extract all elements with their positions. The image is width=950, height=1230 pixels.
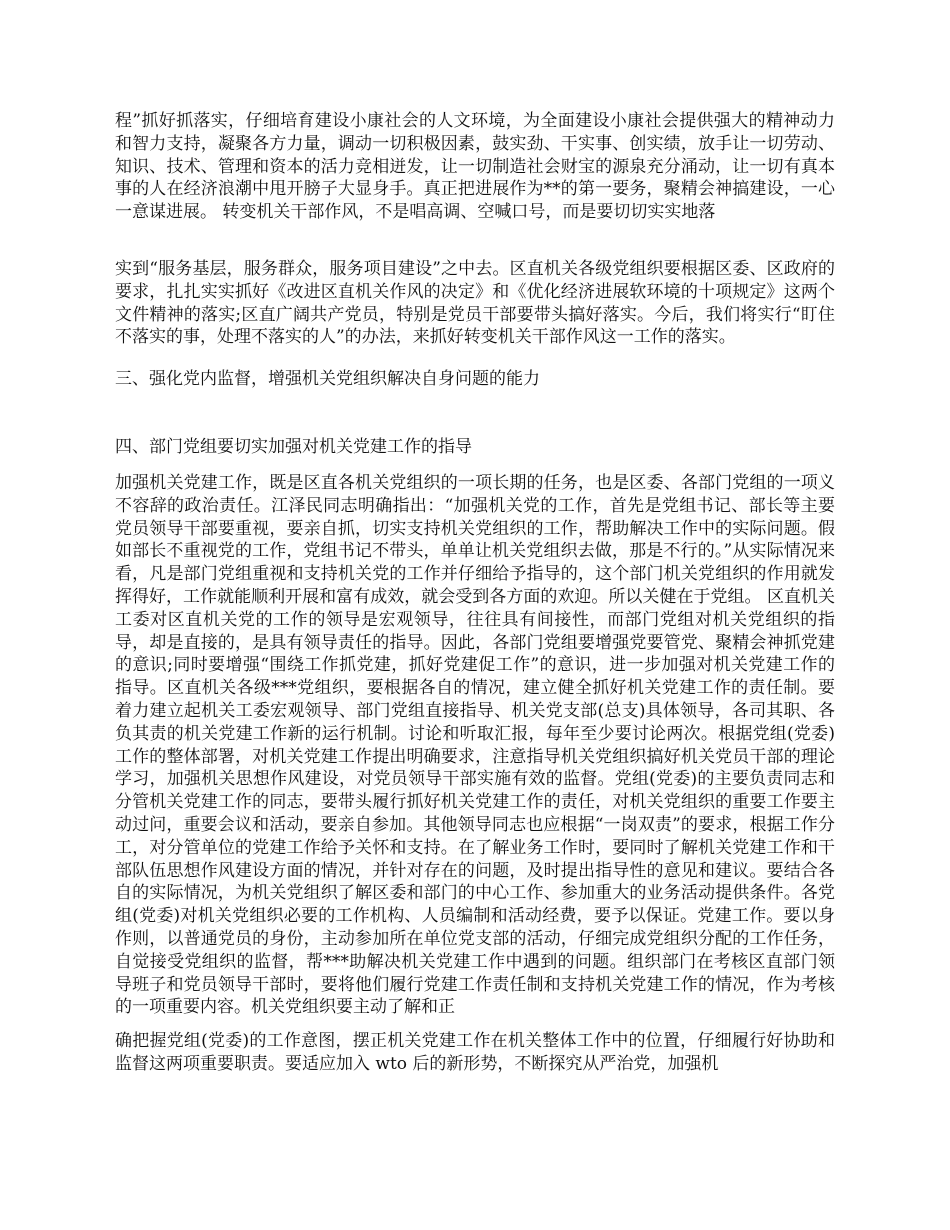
paragraph-6: 确把握党组(党委)的工作意图，摆正机关党建工作在机关整体工作中的位置，仔细履行好协助和监督这两项重要职责。要适应加入 wto 后的新形势，不断探究从严治党，加强机 bbox=[115, 1031, 835, 1074]
paragraph-2: 实到“服务基层，服务群众，服务项目建设”之中去。区直机关各级党组织要根据区委、区政府的要求，扎扎实实抓好《改进区直机关作风的决定》和《优化经济进展软环境的十项规定》这两个文件精神的落实;区直广阔共产党员，特别是党员干部要带头搞好落实。今后，我们将实行“盯住不落实的事，处理不落实的人”的办法，来抓好转变机关干部作风这一工作的落实。 bbox=[115, 259, 835, 348]
paragraph-1: 程”抓好抓落实，仔细培育建设小康社会的人文环境，为全面建设小康社会提供强大的精神动力和智力支持，凝聚各方力量，调动一切积极因素，鼓实劲、干实事、创实绩，放手让一切劳动、知识、技术、管理和资本的活力竞相迸发，让一切制造社会财宝的源泉充分涌动，让一切有真本事的人在经济浪潮中甩开膀子大显身手。真正把进展作为**的第一要务，聚精会神搞建设，一心一意谋进展。 转变机关干部作风，不是唱高调、空喊口号，而是要切切实实地落 bbox=[115, 111, 835, 223]
paragraph-5: 加强机关党建工作，既是区直各机关党组织的一项长期的任务，也是区委、各部门党组的一项义不容辞的政治责任。江泽民同志明确指出：“加强机关党的工作，首先是党组书记、部长等主要党员领导干部要重视，要亲自抓，切实支持机关党组织的工作，帮助解决工作中的实际问题。假如部长不重视党的工作，党组书记不带头，单单让机关党组织去做，那是不行的。”从实际情况来看，凡是部门党组重视和支持机关党的工作并仔细给予指导的，这个部门机关党组织的作用就发挥得好，工作就能顺利开展和富有成效，就会受到各方面的欢迎。所以关健在于党组。 区直机关工委对区直机关党的工作的领导是宏观领导，往往具有间接性，而部门党组对机关党组织的指导，却是直接的，是具有领导责任的指导。因此，各部门党组要增强党要管党、聚精会神抓党建的意识;同时要增强“围绕工作抓党建，抓好党建促工作”的意识，进一步加强对机关党建工作的指导。区直机关各级***党组织，要根据各自的情况，建立健全抓好机关党建工作的责任制。要着力建立起机关工委宏观领导、部门党组直接指导、机关党支部(总支)具体领导，各司其职、各负其责的机关党建工作新的运行机制。讨论和听取汇报，每年至少要讨论两次。根据党组(党委)工作的整体部署，对机关党建工作提出明确要求，注意指导机关党组织搞好机关党员干部的理论学习，加强机关思想作风建设，对党员领导干部实施有效的监督。党组(党委)的主要负责同志和分管机关党建工作的同志，要带头履行抓好机关党建工作的责任，对机关党组织的重要工作要主动过问，重要会议和活动，要亲自参加。其他领导同志也应根据“一岗双责”的要求，根据工作分工，对分管单位的党建工作给予关怀和支持。在了解业务工作时，要同时了解机关党建工作和干部队伍思想作风建设方面的情况，并针对存在的问题，及时提出指导性的意见和建议。要结合各自的实际情况，为机关党组织了解区委和部门的中心工作、参加重大的业务活动提供条件。各党组(党委)对机关党组织必要的工作机构、人员编制和活动经费，要予以保证。党建工作。要以身作则，以普通党员的身份，主动参加所在单位党支部的活动，仔细完成党组织分配的工作任务，自觉接受党组织的监督，帮***助解决机关党建工作中遇到的问题。组织部门在考核区直部门领导班子和党员领导干部时，要将他们履行党建工作责任制和支持机关党建工作的情况，作为考核的一项重要内容。机关党组织要主动了解和正 bbox=[115, 473, 835, 1018]
section-heading-3: 三、强化党内监督，增强机关党组织解决自身问题的能力 bbox=[115, 369, 540, 389]
section-heading-4: 四、部门党组要切实加强对机关党建工作的指导 bbox=[115, 437, 472, 457]
